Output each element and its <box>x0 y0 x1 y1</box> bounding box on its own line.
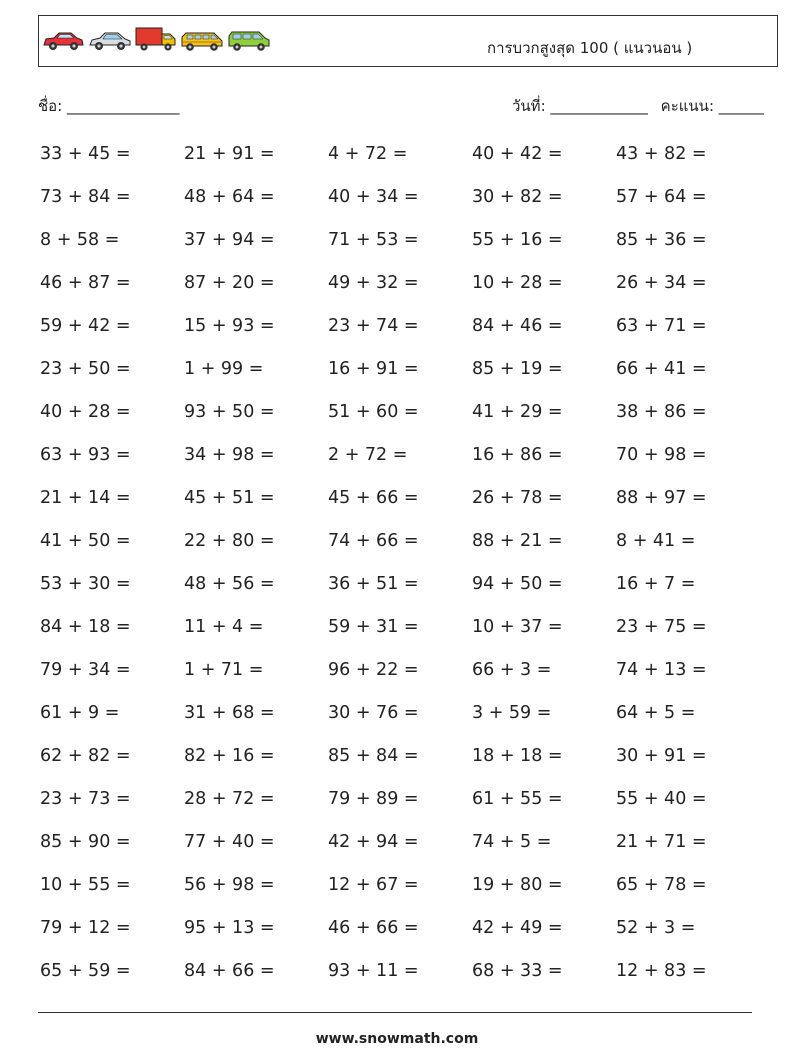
problem-item: 38 + 86 = <box>616 402 707 422</box>
problem-item: 63 + 93 = <box>40 445 131 465</box>
problem-item: 95 + 13 = <box>184 918 275 938</box>
problem-item: 11 + 4 = <box>184 617 264 637</box>
problem-item: 77 + 40 = <box>184 832 275 852</box>
problem-item: 49 + 32 = <box>328 273 419 293</box>
problem-item: 66 + 41 = <box>616 359 707 379</box>
problem-item: 21 + 14 = <box>40 488 131 508</box>
problem-item: 10 + 28 = <box>472 273 563 293</box>
problem-item: 1 + 71 = <box>184 660 264 680</box>
problem-item: 16 + 86 = <box>472 445 563 465</box>
problem-item: 43 + 82 = <box>616 144 707 164</box>
problem-item: 16 + 7 = <box>616 574 696 594</box>
problem-item: 71 + 53 = <box>328 230 419 250</box>
problem-item: 62 + 82 = <box>40 746 131 766</box>
problem-item: 8 + 58 = <box>40 230 120 250</box>
problem-item: 2 + 72 = <box>328 445 408 465</box>
problem-item: 1 + 99 = <box>184 359 264 379</box>
problem-item: 82 + 16 = <box>184 746 275 766</box>
problem-item: 8 + 41 = <box>616 531 696 551</box>
problem-item: 26 + 78 = <box>472 488 563 508</box>
problem-item: 53 + 30 = <box>40 574 131 594</box>
problem-grid <box>40 133 760 993</box>
problem-item: 93 + 50 = <box>184 402 275 422</box>
problem-item: 93 + 11 = <box>328 961 419 981</box>
problem-item: 41 + 29 = <box>472 402 563 422</box>
yellow-van-icon <box>180 30 224 52</box>
footer-website: www.snowmath.com <box>315 1031 479 1047</box>
problem-item: 74 + 13 = <box>616 660 707 680</box>
problem-item: 40 + 28 = <box>40 402 131 422</box>
problem-item: 85 + 90 = <box>40 832 131 852</box>
problem-item: 10 + 55 = <box>40 875 131 895</box>
problem-item: 42 + 94 = <box>328 832 419 852</box>
problem-item: 57 + 64 = <box>616 187 707 207</box>
date-field: วันที่: _____________ <box>512 97 648 115</box>
problem-item: 79 + 12 = <box>40 918 131 938</box>
problem-item: 22 + 80 = <box>184 531 275 551</box>
problem-item: 55 + 40 = <box>616 789 707 809</box>
problem-item: 85 + 19 = <box>472 359 563 379</box>
problem-item: 37 + 94 = <box>184 230 275 250</box>
problem-item: 59 + 31 = <box>328 617 419 637</box>
footer-divider <box>38 1012 752 1013</box>
problem-item: 88 + 21 = <box>472 531 563 551</box>
problem-item: 36 + 51 = <box>328 574 419 594</box>
problem-item: 12 + 83 = <box>616 961 707 981</box>
problem-item: 88 + 97 = <box>616 488 707 508</box>
problem-item: 23 + 73 = <box>40 789 131 809</box>
problem-item: 21 + 91 = <box>184 144 275 164</box>
problem-item: 21 + 71 = <box>616 832 707 852</box>
worksheet-header <box>38 15 778 67</box>
problem-item: 30 + 91 = <box>616 746 707 766</box>
problem-item: 61 + 55 = <box>472 789 563 809</box>
problem-item: 48 + 56 = <box>184 574 275 594</box>
problem-item: 74 + 66 = <box>328 531 419 551</box>
problem-item: 26 + 34 = <box>616 273 707 293</box>
problem-item: 42 + 49 = <box>472 918 563 938</box>
problem-item: 51 + 60 = <box>328 402 419 422</box>
date-score-row <box>512 94 764 118</box>
problem-item: 68 + 33 = <box>472 961 563 981</box>
problem-item: 4 + 72 = <box>328 144 408 164</box>
problem-item: 52 + 3 = <box>616 918 696 938</box>
problem-item: 46 + 87 = <box>40 273 131 293</box>
problem-item: 16 + 91 = <box>328 359 419 379</box>
problem-item: 30 + 82 = <box>472 187 563 207</box>
problem-item: 28 + 72 = <box>184 789 275 809</box>
problem-item: 85 + 84 = <box>328 746 419 766</box>
problem-item: 33 + 45 = <box>40 144 131 164</box>
red-car-icon <box>41 30 85 52</box>
score-field: คะแนน: ______ <box>660 97 764 115</box>
problem-item: 30 + 76 = <box>328 703 419 723</box>
problem-item: 73 + 84 = <box>40 187 131 207</box>
problem-item: 23 + 75 = <box>616 617 707 637</box>
problem-item: 61 + 9 = <box>40 703 120 723</box>
green-van-icon <box>227 30 271 52</box>
vehicle-banner <box>41 26 271 52</box>
problem-item: 84 + 46 = <box>472 316 563 336</box>
problem-item: 79 + 34 = <box>40 660 131 680</box>
problem-item: 40 + 42 = <box>472 144 563 164</box>
problem-item: 41 + 50 = <box>40 531 131 551</box>
problem-item: 70 + 98 = <box>616 445 707 465</box>
problem-item: 55 + 16 = <box>472 230 563 250</box>
problem-item: 79 + 89 = <box>328 789 419 809</box>
silver-car-icon <box>88 30 132 52</box>
problem-item: 23 + 74 = <box>328 316 419 336</box>
problem-item: 31 + 68 = <box>184 703 275 723</box>
problem-item: 85 + 36 = <box>616 230 707 250</box>
problem-item: 63 + 71 = <box>616 316 707 336</box>
problem-item: 15 + 93 = <box>184 316 275 336</box>
problem-item: 45 + 51 = <box>184 488 275 508</box>
problem-item: 66 + 3 = <box>472 660 552 680</box>
worksheet-title: การบวกสูงสุด 100 ( แนวนอน ) <box>487 39 693 57</box>
problem-item: 84 + 18 = <box>40 617 131 637</box>
problem-item: 59 + 42 = <box>40 316 131 336</box>
problem-item: 46 + 66 = <box>328 918 419 938</box>
name-field: ชื่อ: _______________ <box>38 97 180 115</box>
problem-item: 96 + 22 = <box>328 660 419 680</box>
problem-item: 84 + 66 = <box>184 961 275 981</box>
problem-item: 19 + 80 = <box>472 875 563 895</box>
problem-item: 74 + 5 = <box>472 832 552 852</box>
problem-item: 12 + 67 = <box>328 875 419 895</box>
problem-item: 40 + 34 = <box>328 187 419 207</box>
problem-item: 18 + 18 = <box>472 746 563 766</box>
problem-item: 34 + 98 = <box>184 445 275 465</box>
problem-item: 56 + 98 = <box>184 875 275 895</box>
problem-item: 48 + 64 = <box>184 187 275 207</box>
problem-item: 45 + 66 = <box>328 488 419 508</box>
problem-item: 94 + 50 = <box>472 574 563 594</box>
problem-item: 23 + 50 = <box>40 359 131 379</box>
red-truck-icon <box>135 26 177 52</box>
problem-item: 65 + 59 = <box>40 961 131 981</box>
problem-item: 87 + 20 = <box>184 273 275 293</box>
problem-item: 3 + 59 = <box>472 703 552 723</box>
problem-item: 65 + 78 = <box>616 875 707 895</box>
problem-item: 64 + 5 = <box>616 703 696 723</box>
problem-item: 10 + 37 = <box>472 617 563 637</box>
